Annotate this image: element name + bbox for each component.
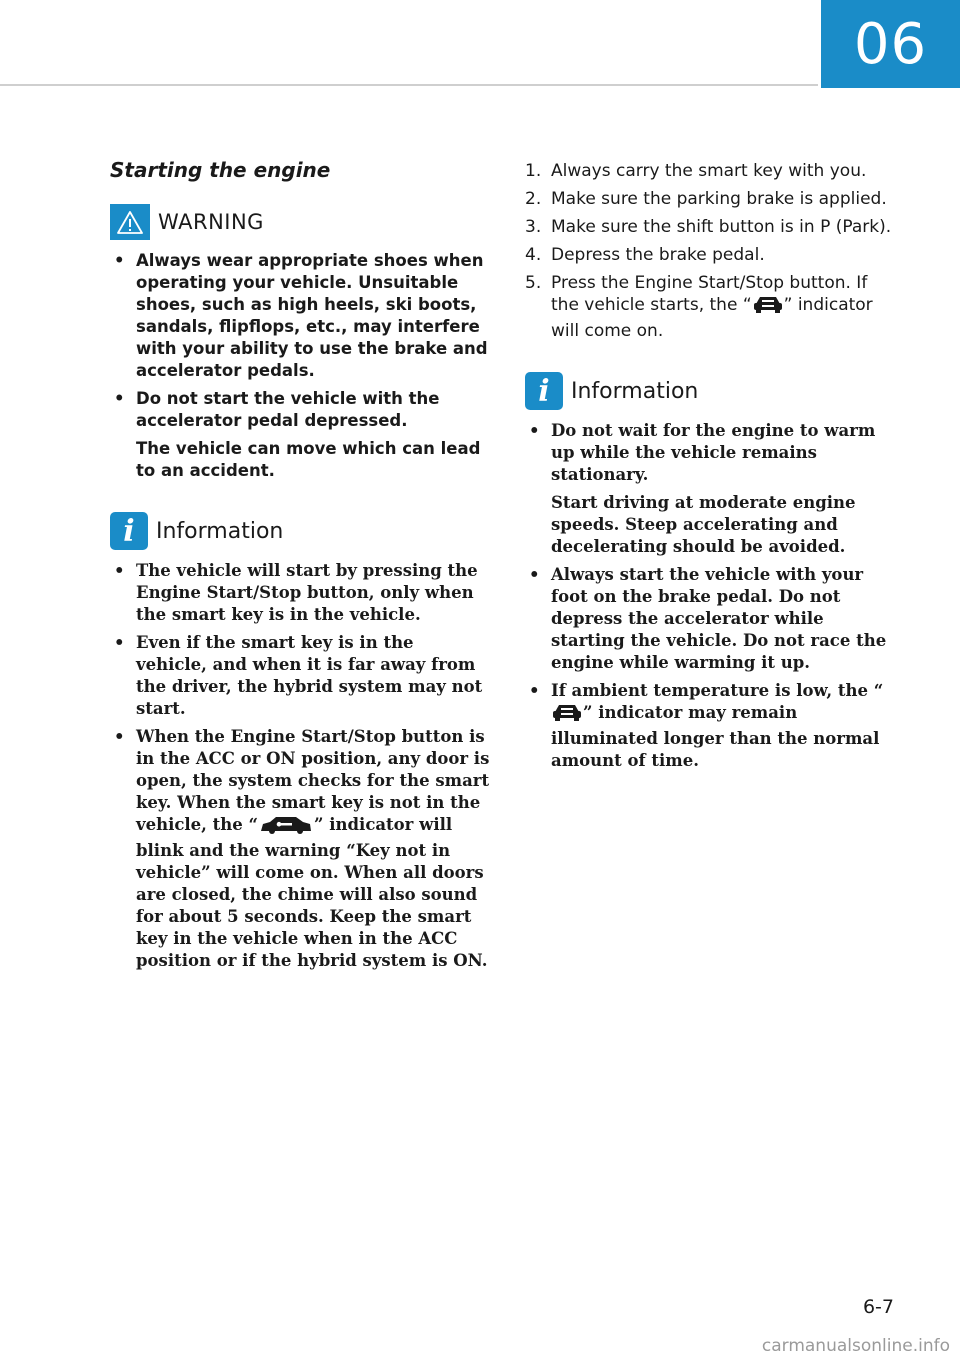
key-car-indicator-icon: [259, 814, 313, 840]
information-header: [525, 372, 900, 410]
information-text: If ambient temperature is low, the “: [551, 681, 884, 700]
ready-car-indicator-icon: [753, 294, 783, 320]
right-column: [525, 160, 900, 778]
information-box-right: [525, 372, 900, 772]
step-text: Always carry the smart key with you.: [551, 161, 867, 181]
bullet: •: [529, 681, 540, 700]
steps-list: [525, 160, 900, 342]
information-text: Do not wait for the engine to warm up while the vehicle remains stationary.: [551, 421, 876, 484]
information-header: [110, 512, 490, 550]
bullet: •: [529, 565, 540, 584]
information-text: When the Engine Start/Stop button is in the ACC or ON position, any door is open, the system checks for the smart key. When the smart key is not in the vehicle, the “: [136, 727, 490, 834]
left-column: [110, 158, 490, 978]
warning-header: [110, 204, 490, 240]
step-number: 3.: [525, 217, 542, 237]
warning-text: Always wear appropriate shoes when operating your vehicle. Unsuitable shoes, such as high heels, ski boots, sandals, flipflops, etc., may interfere with your ability to use the brake and accelerator pedals.: [136, 251, 488, 380]
warning-box: [110, 204, 490, 482]
step-number: 5.: [525, 273, 542, 293]
step-number: 1.: [525, 161, 542, 181]
step-item: [525, 216, 900, 238]
warning-heading: WARNING: [158, 210, 264, 234]
bullet: •: [529, 421, 540, 440]
watermark: carmanualsonline.info: [761, 1336, 950, 1356]
information-list: [525, 420, 900, 772]
list-item: [525, 564, 900, 674]
step-number: 2.: [525, 189, 542, 209]
step-item: [525, 244, 900, 266]
list-item: [110, 250, 490, 382]
information-icon: i: [525, 372, 563, 410]
ready-car-indicator-icon: [552, 702, 582, 728]
information-box-left: [110, 512, 490, 972]
step-item: [525, 272, 900, 342]
information-text: ” indicator may remain illuminated longer than the normal amount of time.: [551, 703, 880, 770]
list-item: [525, 420, 900, 558]
bullet: •: [114, 561, 125, 580]
warning-text: Do not start the vehicle with the accelerator pedal depressed.: [136, 389, 440, 430]
step-text: Press the Engine Start/Stop button. If the vehicle starts, the “: [551, 273, 868, 315]
information-heading: Information: [156, 518, 284, 544]
information-heading: Information: [571, 378, 699, 404]
step-text: Make sure the shift button is in P (Park).: [551, 217, 892, 237]
chapter-tab: [821, 0, 960, 88]
information-text: Always start the vehicle with your foot on the brake pedal. Do not depress the accelerator while starting the vehicle. Do not race the engine while warming it up.: [551, 565, 887, 672]
step-item: [525, 160, 900, 182]
list-item: [110, 632, 490, 720]
step-item: [525, 188, 900, 210]
information-list: [110, 560, 490, 972]
step-text: Depress the brake pedal.: [551, 245, 765, 265]
bullet: •: [114, 251, 125, 270]
step-text: Make sure the parking brake is applied.: [551, 189, 887, 209]
warning-triangle-icon: [110, 204, 150, 240]
step-number: 4.: [525, 245, 542, 265]
list-item: [110, 560, 490, 626]
information-text: The vehicle will start by pressing the Engine Start/Stop button, only when the smart key is in the vehicle.: [136, 561, 478, 624]
list-item: [110, 726, 490, 972]
page-number: 6-7: [862, 1296, 894, 1318]
information-text: Even if the smart key is in the vehicle, and when it is far away from the driver, the hybrid system may not start.: [136, 633, 483, 718]
list-item: [525, 680, 900, 772]
bullet: •: [114, 389, 125, 408]
bullet: •: [114, 727, 125, 746]
warning-list: [110, 250, 490, 482]
chapter-number: 06: [853, 11, 928, 77]
section-title: Starting the engine: [110, 158, 331, 182]
information-text: ” indicator will blink and the warning “Key not in vehicle” will come on. When all doors are closed, the chime will also sound for about 5 seconds. Keep the smart key in the vehicle when in the ACC position or if the hybrid system is ON.: [136, 815, 488, 970]
step-text: ” indicator will come on.: [551, 295, 873, 341]
bullet: •: [114, 633, 125, 652]
header-rule: [0, 84, 818, 86]
information-subtext: Start driving at moderate engine speeds. Steep accelerating and decelerating should be avoided.: [551, 493, 856, 556]
list-item: [110, 388, 490, 482]
warning-subtext: The vehicle can move which can lead to an accident.: [136, 439, 481, 480]
information-icon: i: [110, 512, 148, 550]
